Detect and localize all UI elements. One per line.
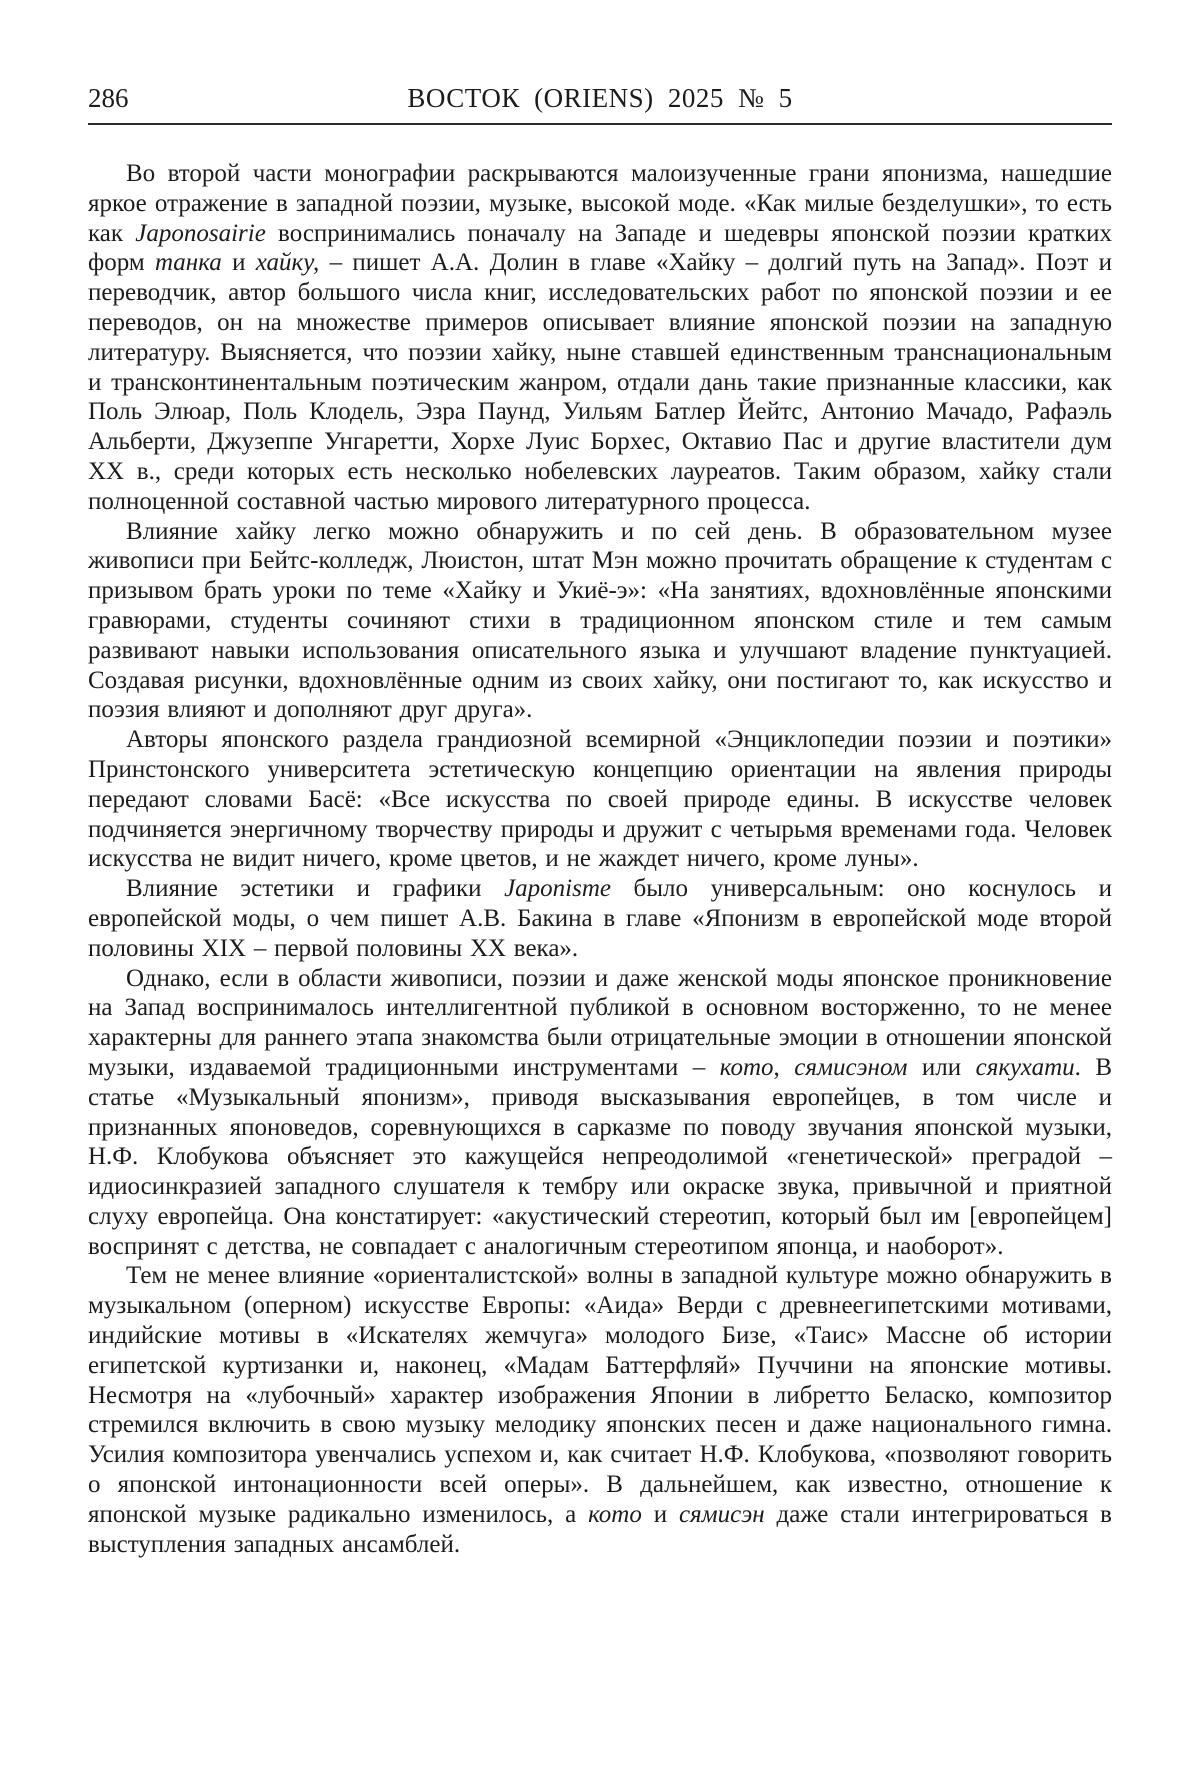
paragraph: Влияние хайку легко можно обнаружить и по сей день. В образовательном музее живописи при Бейтс-колледж, Люистон, штат Мэн можно прочитать обращение к студентам с призывом брать уроки по теме «Хайку и Укиё-э»: «На занятиях, вдохновлённые японскими гравюрами, студенты сочиняют стихи в традиционном японском стиле и тем самым развивают навыки использования описательного языка и улучшают владение пунктуацией. Создавая рисунки, вдохновлённые одним из своих хайку, они постигают то, как искусство и поэзия влияют и дополняют друг друга». bbox=[88, 517, 1112, 724]
paragraph: Однако, если в области живописи, поэзии и даже женской моды японское проникновение на Запад воспринималось интеллигентной публикой в основном восторженно, то не менее характерны для раннего этапа знакомства были отрицательные эмоции в отношении японской музыки, издаваемой традиционными инструментами – кото, сямисэном или сякухати. В статье «Музыкальный японизм», приводя высказывания европейцев, в том числе и признанных японоведов, соревнующихся в сарказме по поводу звучания японской музыки, Н.Ф. Клобукова объясняет это кажущейся непреодолимой «генетической» преградой – идиосинкразией западного слушателя к тембру или окраске звука, привычной и приятной слуху европейца. Она констатирует: «акустический стереотип, который был им [европейцем] воспринят с детства, не совпадает с аналогичным стереотипом японца, и наоборот». bbox=[88, 964, 1113, 1260]
paragraph: Авторы японского раздела грандиозной всемирной «Энциклопедии поэзии и поэтики» Принстонского университета эстетическую концепцию ориентации на явления природы передают словами Басё: «Все искусства по своей природе едины. В искусстве человек подчиняется энергичному творчеству природы и дружит с четырьмя временами года. Человек искусства не видит ничего, кроме цветов, и не жаждет ничего, кроме луны». bbox=[88, 726, 1112, 873]
page-header bbox=[88, 82, 1112, 114]
article-body bbox=[88, 159, 1112, 1559]
journal-title: ВОСТОК (ORIENS) 2025 № 5 bbox=[407, 83, 793, 113]
header-rule bbox=[88, 123, 1112, 125]
paragraph: Влияние эстетики и графики Japonisme было универсальным: оно коснулось и европейской моды, о чем пишет А.В. Бакина в главе «Японизм в европейской моде второй половины XIX – первой половины XX века». bbox=[88, 875, 1112, 962]
paragraph: Тем не менее влияние «ориенталистской» волны в западной культуре можно обнаружить в музыкальном (оперном) искусстве Европы: «Аида» Верди с древнеегипетскими мотивами, индийские мотивы в «Искателях жемчуга» молодого Бизе, «Таис» Массне об истории египетской куртизанки и, наконец, «Мадам Баттерфляй» Пуччини на японские мотивы. Несмотря на «лубочный» характер изображения Японии в либретто Беласко, композитор стремился включить в свою музыку мелодику японских песен и даже национального гимна. Усилия композитора увенчались успехом и, как считает Н.Ф. Клобукова, «позволяют говорить о японской интонационности всей оперы». В дальнейшем, как известно, отношение к японской музыке радикально изменилось, а кото и сямисэн даже стали интегрироваться в выступления западных ансамблей. bbox=[88, 1262, 1112, 1558]
paragraph: Во второй части монографии раскрываются малоизученные грани японизма, нашедшие яркое отражение в западной поэзии, музыке, высокой моде. «Как милые безделушки», то есть как Japonosairie воспринимались поначалу на Западе и шедевры японской поэзии кратких форм танка и хайку, – пишет А.А. Долин в главе «Хайку – долгий путь на Запад». Поэт и переводчик, автор большого числа книг, исследовательских работ по японской поэзии и ее переводов, он на множестве примеров описывает влияние японской поэзии на западную литературу. Выясняется, что поэзии хайку, ныне ставшей единственным транснациональным и трансконтинентальным поэтическим жанром, отдали дань такие признанные классики, как Поль Элюар, Поль Клодель, Эзра Паунд, Уильям Батлер Йейтс, Антонио Мачадо, Рафаэль Альберти, Джузеппе Унгаретти, Хорхе Луис Борхес, Октавио Пас и другие властители дум XX в., среди которых есть несколько нобелевских лауреатов. Таким образом, хайку стали полноценной составной частью мирового литературного процесса. bbox=[88, 160, 1113, 515]
page-number: 286 bbox=[88, 83, 129, 113]
